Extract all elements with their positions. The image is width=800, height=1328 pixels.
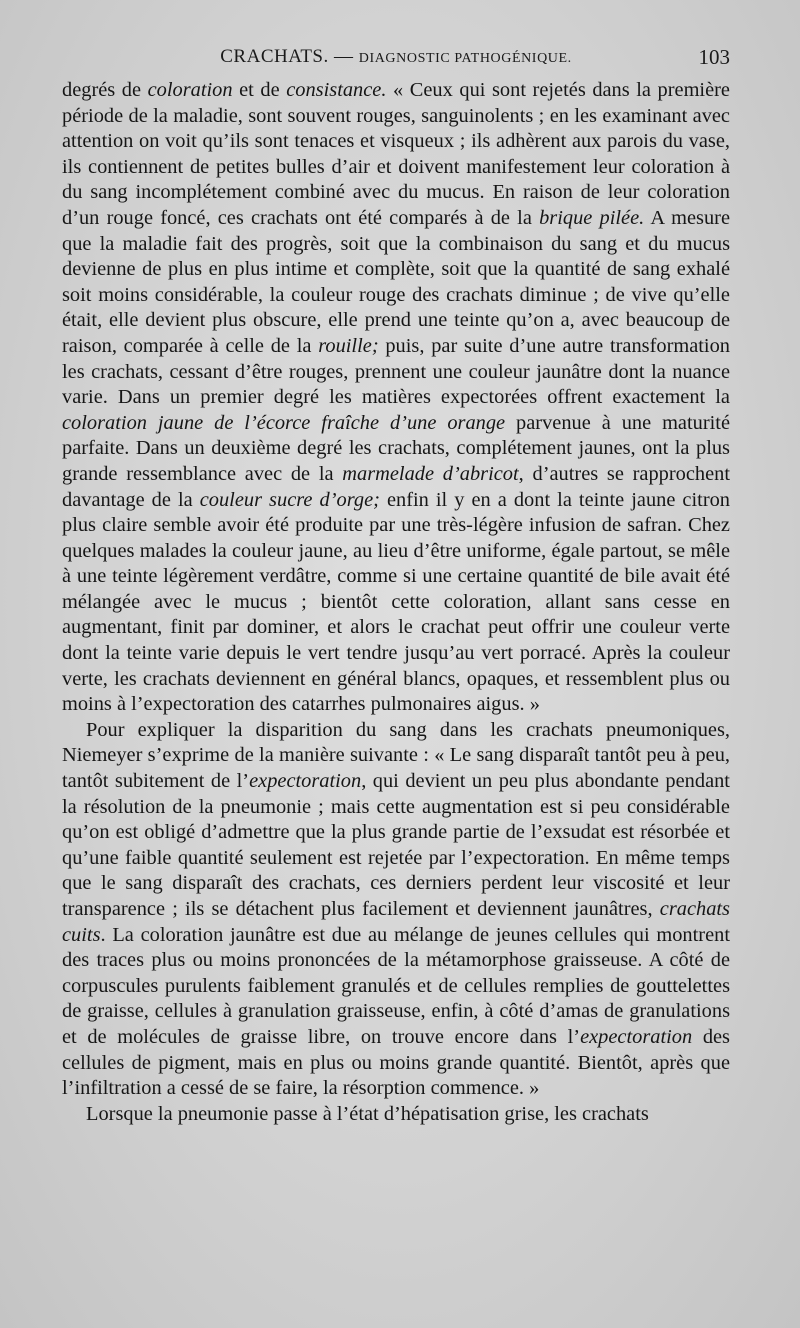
paragraph [62, 718, 730, 1102]
running-title-main: CRACHATS. [220, 46, 329, 67]
paragraph [62, 78, 730, 718]
italic-segment: coloration jaune de l’écorce fraîche d’une orange [62, 411, 506, 434]
text-segment: puis, par suite d’une autre transformation les crachats, cessant d’être rouges, prennent une couleur jaunâtre dont la nuance varie. Dans un premier degré les matières expectorées offrent exactement la [62, 334, 730, 409]
body-text [62, 78, 730, 1127]
text-segment: et de [232, 79, 287, 101]
text-segment: Lorsque la pneumonie passe à l’état d’hépatisation grise, les crachats [86, 1102, 649, 1125]
italic-segment: brique pilée. [539, 206, 645, 229]
italic-segment: rouille; [318, 334, 379, 357]
text-segment: . La coloration jaunâtre est due au mélange de jeunes cellules qui montrent des traces plus ou moins prononcées de la métamorphose graisseuse. A côté de corpuscules purulents faiblement granulés et de cellules remplies de gouttelettes de graisse, cellules à granulation graisseuse, enfin, à côté d’amas de granulations et de molécules de graisse libre, on trouve encore dans l’ [62, 923, 730, 1048]
page-header [62, 44, 730, 76]
italic-segment: marmelade d’abricot [342, 462, 519, 485]
italic-segment: expectoration [249, 770, 362, 793]
paragraph [62, 1102, 730, 1128]
text-segment: des cellules de pigment, mais en plus ou moins grande quantité. Bientôt, après que l’infiltration a cessé de se faire, la résorption commence. » [62, 1025, 730, 1100]
italic-segment: consistance. [286, 79, 387, 101]
text-segment: Pour expliquer la disparition du sang dans les crachats pneumoniques, Niemeyer s’exprime de la manière suivante : « Le sang disparaît tantôt peu à peu, tantôt subitement de l’ [62, 718, 730, 793]
text-segment: enfin il y en a dont la teinte jaune citron plus claire semble avoir été produite par une très-légère infusion de safran. Chez quelques malades la couleur jaune, au lieu d’être uniforme, égale partout, se mêle à une teinte légèrement verdâtre, comme si une certaine quantité de bile avait été mélangée avec le mucus ; bientôt cette coloration, allant sans cesse en augmentant, finit par dominer, et alors le crachat peut offrir une couleur verte dont la teinte varie depuis le vert tendre jusqu’au vert porracé. Après la couleur verte, les crachats deviennent en général blancs, opaques, et ressemblent plus ou moins à l’expectoration des catarrhes pulmonaires aigus. » [62, 488, 730, 716]
running-title [62, 46, 730, 68]
italic-segment: coloration [147, 79, 233, 101]
page-number: 103 [698, 45, 730, 69]
italic-segment: crachats cuits [62, 898, 730, 946]
text-segment: , qui devient un peu plus abondante pendant la résolution de la pneumonie ; mais cette augmentation est si peu considérable qu’on est obligé d’admettre que la plus grande partie de l’exsudat est résorbée et qu’une faible quantité seulement est rejetée par l’expectoration. En même temps que le sang disparaît des crachats, ces derniers perdent leur viscosité et leur transparence ; ils se détachent plus facilement et deviennent jaunâtres, [62, 770, 730, 920]
running-title-subtitle: DIAGNOSTIC PATHOGÉNIQUE. [358, 51, 572, 66]
text-segment: , d’autres se rapprochent davantage de la [62, 462, 731, 511]
italic-segment: expectoration [580, 1025, 693, 1048]
text-segment: parvenue à une maturité parfaite. Dans un deuxième degré les crachats, complétement jaunes, ont la plus grande ressemblance avec de la [62, 411, 731, 485]
running-title-dash: — [334, 46, 354, 67]
text-segment: degrés de [62, 79, 148, 101]
text-segment: « Ceux qui sont rejetés dans la première période de la maladie, sont souvent rouges, sanguinolents ; en les examinant avec attention on voit qu’ils sont tenaces et visqueux ; ils adhèrent aux parois du vase, ils contiennent de petites bulles d’air et doivent manifestement leur coloration à du sang incomplétement combiné avec du mucus. En raison de leur coloration d’un rouge foncé, ces crachats ont été comparés à de la [62, 79, 730, 229]
text-segment: A mesure que la maladie fait des progrès, soit que la combinaison du sang et du mucus devienne de plus en plus intime et complète, soit que la quantité de sang exhalé soit moins considérable, la couleur rouge des crachats diminue ; de vive qu’elle était, elle devient plus obscure, elle prend une teinte qu’on a, avec beaucoup de raison, comparée à celle de la [62, 206, 730, 357]
italic-segment: couleur sucre d’orge; [199, 488, 380, 511]
